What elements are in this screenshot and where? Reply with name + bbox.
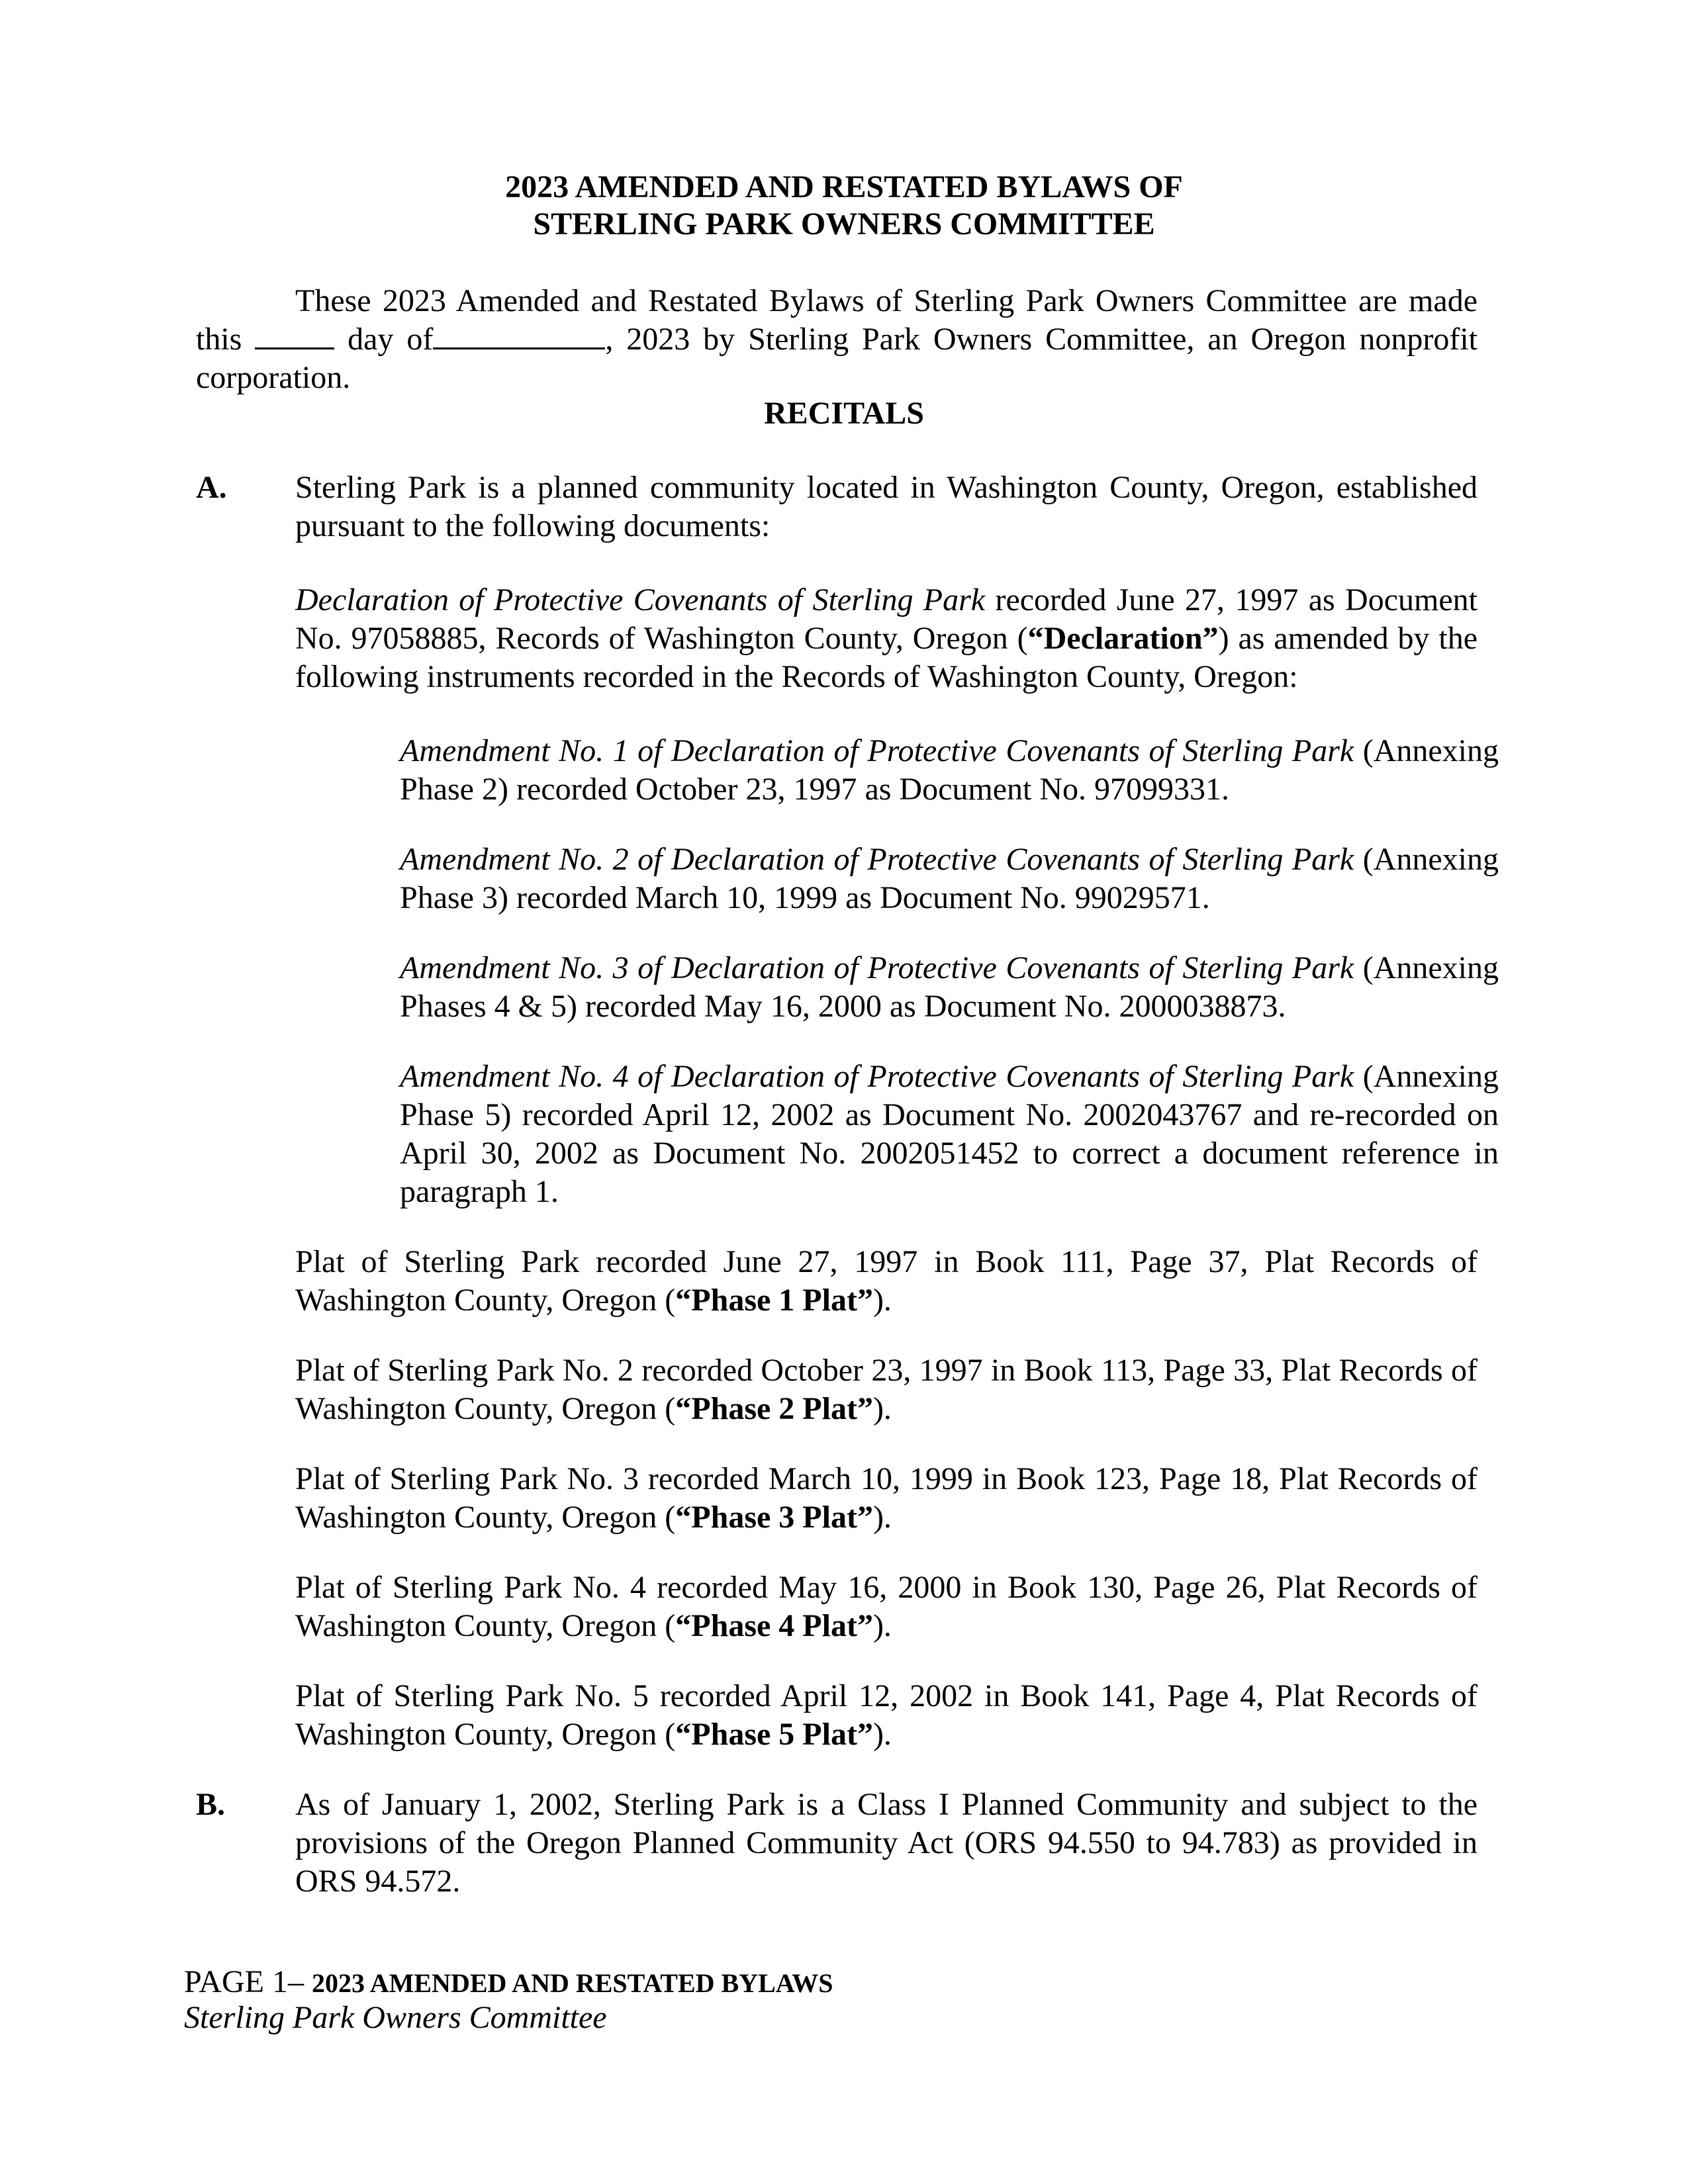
plat-5-end: ). [872, 1717, 892, 1752]
footer-document-title: 2023 AMENDED AND RESTATED BYLAWS [311, 1968, 833, 1998]
amendment-4-text: (Annexing Phase 5) recorded April 12, 2002 as Document No. 2002043767 and re-recorded on April 30, 2002 as Document No. 2002051452 to correct a document reference in paragraph 1. [400, 1059, 1499, 1209]
plat-3-end: ). [872, 1500, 892, 1535]
recital-b-text: As of January 1, 2002, Sterling Park is a Class I Planned Community and subject to the provisions of the Oregon Planned Community Act (ORS 94.550 to 94.783) as provided in ORS 94.572. [295, 1787, 1477, 1899]
plat-4-defined-term: “Phase 4 Plat” [675, 1608, 873, 1643]
plat-1-end: ). [872, 1283, 892, 1318]
intro-text-2: day of [348, 322, 434, 357]
plat-2-defined-term: “Phase 2 Plat” [675, 1391, 873, 1426]
plat-phase-3 [295, 1460, 1477, 1537]
plat-1-defined-term: “Phase 1 Plat” [675, 1283, 873, 1318]
footer-organization: Sterling Park Owners Committee [184, 2000, 607, 2035]
month-blank [433, 321, 605, 349]
recital-a-text: Sterling Park is a planned community located in Washington County, Oregon, established pursuant to the following documents: [295, 470, 1477, 543]
amendment-2-title: Amendment No. 2 of Declaration of Protective Covenants of Sterling Park [400, 842, 1354, 877]
declaration-text-2: ) as amended by the following instruments recorded in the Records of Washington County, Oregon: [295, 621, 1478, 694]
amendment-4 [400, 1058, 1499, 1211]
amendment-1-title: Amendment No. 1 of Declaration of Protective Covenants of Sterling Park [400, 733, 1354, 768]
declaration-title: Declaration of Protective Covenants of Sterling Park [295, 582, 986, 617]
day-blank [255, 321, 334, 349]
declaration-paragraph [295, 581, 1477, 696]
plat-5-defined-term: “Phase 5 Plat” [675, 1717, 873, 1752]
document-title-line-1: 2023 AMENDED AND RESTATED BYLAWS OF [505, 169, 1183, 205]
declaration-text-1: recorded June 27, 1997 as Document No. 97058885, Records of Washington County, Oregon ( [295, 582, 1477, 656]
plat-2-end: ). [872, 1391, 892, 1426]
plat-5-text: Plat of Sterling Park No. 5 recorded April 12, 2002 in Book 141, Page 4, Plat Records of Washington County, Oregon ( [295, 1678, 1477, 1752]
recitals-heading: RECITALS [764, 396, 924, 431]
amendment-3-text: (Annexing Phases 4 & 5) recorded May 16, 2000 as Document No. 2000038873. [400, 950, 1499, 1024]
intro-paragraph [196, 282, 1477, 397]
plat-phase-2 [295, 1351, 1477, 1428]
document-title-line-2: STERLING PARK OWNERS COMMITTEE [533, 206, 1155, 242]
plat-3-text: Plat of Sterling Park No. 3 recorded March 10, 1999 in Book 123, Page 18, Plat Records of Washington County, Oregon ( [295, 1461, 1477, 1535]
page-footer-label [184, 1963, 833, 2003]
plat-3-defined-term: “Phase 3 Plat” [675, 1500, 873, 1535]
plat-2-text: Plat of Sterling Park No. 2 recorded October 23, 1997 in Book 113, Page 33, Plat Records of Washington County, Oregon ( [295, 1353, 1477, 1426]
amendment-2-text: (Annexing Phase 3) recorded March 10, 1999 as Document No. 99029571. [400, 842, 1499, 915]
amendment-1-text: (Annexing Phase 2) recorded October 23, 1997 as Document No. 97099331. [400, 733, 1499, 807]
declaration-defined-term: “Declaration” [1027, 621, 1219, 656]
amendment-2 [400, 841, 1499, 917]
amendment-3-title: Amendment No. 3 of Declaration of Protective Covenants of Sterling Park [400, 950, 1354, 985]
intro-text-1: These 2023 Amended and Restated Bylaws of Sterling Park Owners Committee are made this [196, 283, 1477, 357]
plat-phase-4 [295, 1569, 1477, 1645]
amendment-4-title: Amendment No. 4 of Declaration of Protective Covenants of Sterling Park [400, 1059, 1354, 1094]
intro-text-3: , 2023 by Sterling Park Owners Committee, an Oregon nonprofit corporation. [196, 322, 1477, 395]
plat-4-text: Plat of Sterling Park No. 4 recorded May 16, 2000 in Book 130, Page 26, Plat Records of Washington County, Oregon ( [295, 1570, 1477, 1643]
recital-b-marker: B. [196, 1787, 226, 1822]
plat-phase-1 [295, 1243, 1477, 1320]
plat-4-end: ). [872, 1608, 892, 1643]
plat-phase-5 [295, 1677, 1477, 1754]
plat-1-text: Plat of Sterling Park recorded June 27, 1997 in Book 111, Page 37, Plat Records of Washington County, Oregon ( [295, 1244, 1477, 1318]
page-number-label: PAGE 1– [184, 1964, 312, 1999]
amendment-3 [400, 949, 1499, 1026]
amendment-1 [400, 732, 1499, 809]
recital-a-marker: A. [196, 470, 227, 505]
